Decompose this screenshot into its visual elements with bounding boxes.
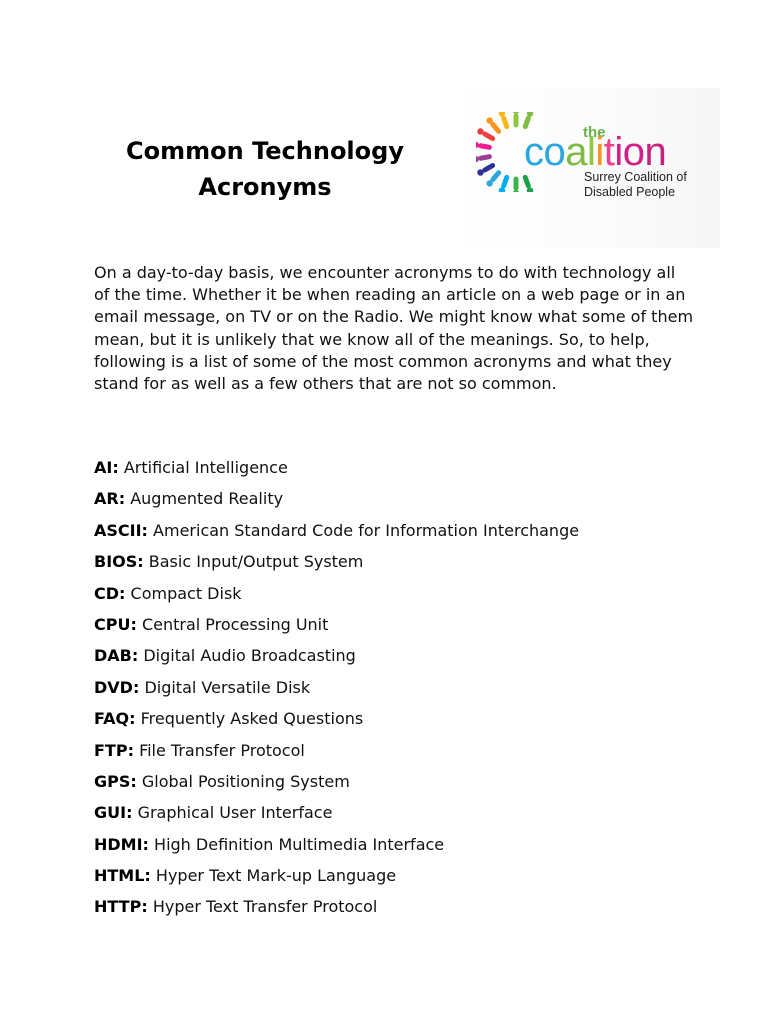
list-item [94,487,579,518]
list-item [94,582,579,613]
acronym-abbr: FAQ: [94,709,136,729]
list-item [94,707,579,738]
list-item [94,895,579,926]
acronym-abbr: HTML: [94,866,151,886]
acronym-meaning: Frequently Asked Questions [140,709,364,729]
acronym-meaning: Augmented Reality [130,489,284,509]
acronym-list [94,456,579,927]
acronym-abbr: GPS: [94,771,137,791]
acronym-meaning: Graphical User Interface [137,803,333,823]
logo-the-text: the [583,124,606,141]
logo-letter: l [587,130,596,174]
logo-wordmark [524,128,666,176]
acronym-meaning: Compact Disk [130,583,242,603]
list-item [94,613,579,644]
page-title-line-2: Acronyms [198,173,332,201]
acronym-abbr: HTTP: [94,897,148,917]
list-item [94,550,579,581]
logo-letter: i [595,130,604,174]
page-title-line-1: Common Technology [126,137,404,165]
logo-letter: o [622,130,645,174]
logo-letter: n [644,130,667,174]
logo-letter: a [565,130,587,174]
acronym-abbr: HDMI: [94,834,149,854]
acronym-meaning: High Definition Multimedia Interface [154,834,445,854]
list-item [94,519,579,550]
acronym-meaning: Central Processing Unit [141,614,329,634]
logo-letter: o [543,130,566,174]
coalition-logo [446,88,720,248]
acronym-meaning: Artificial Intelligence [123,458,288,477]
acronym-meaning: File Transfer Protocol [139,740,305,760]
acronym-abbr: DAB: [94,646,139,666]
logo-subtitle [584,170,687,200]
logo-subtitle-line-1: Surrey Coalition of [584,170,687,184]
acronym-abbr: AR: [94,489,126,509]
acronym-abbr: ASCII: [94,520,148,540]
intro-paragraph: On a day-to-day basis, we encounter acronyms to do with technology all of the time. Whether it be when reading an article on a web page or in an email message, on TV or on the Radio. We might know what some of them mean, but it is unlikely that we know all of the meanings. So, to help, following is a list of some of the most common acronyms and what they stand for as well as a few others that are not so common. [94,263,694,394]
list-item [94,801,579,832]
list-item [94,456,579,487]
logo-letter: c [524,130,544,174]
logo-letter: i [614,130,623,174]
acronym-abbr: GUI: [94,803,133,823]
logo-subtitle-line-2: Disabled People [584,185,676,199]
logo-letter: t [603,130,615,174]
acronym-meaning: Global Positioning System [141,771,350,791]
acronym-meaning: Hyper Text Mark-up Language [155,866,397,886]
list-item [94,833,579,864]
acronym-meaning: Hyper Text Transfer Protocol [152,897,378,917]
acronym-meaning: American Standard Code for Information Interchange [153,520,580,540]
acronym-meaning: Digital Versatile Disk [144,677,311,697]
list-item [94,864,579,895]
list-item [94,770,579,801]
list-item [94,644,579,675]
acronym-abbr: FTP: [94,740,134,760]
acronym-abbr: BIOS: [94,552,144,572]
acronym-abbr: CPU: [94,614,137,634]
acronym-abbr: DVD: [94,677,140,697]
page-title [108,133,422,205]
acronym-abbr: AI: [94,458,119,477]
acronym-abbr: CD: [94,583,126,603]
list-item [94,676,579,707]
acronym-meaning: Basic Input/Output System [148,552,364,572]
acronym-meaning: Digital Audio Broadcasting [143,646,356,666]
list-item [94,739,579,770]
